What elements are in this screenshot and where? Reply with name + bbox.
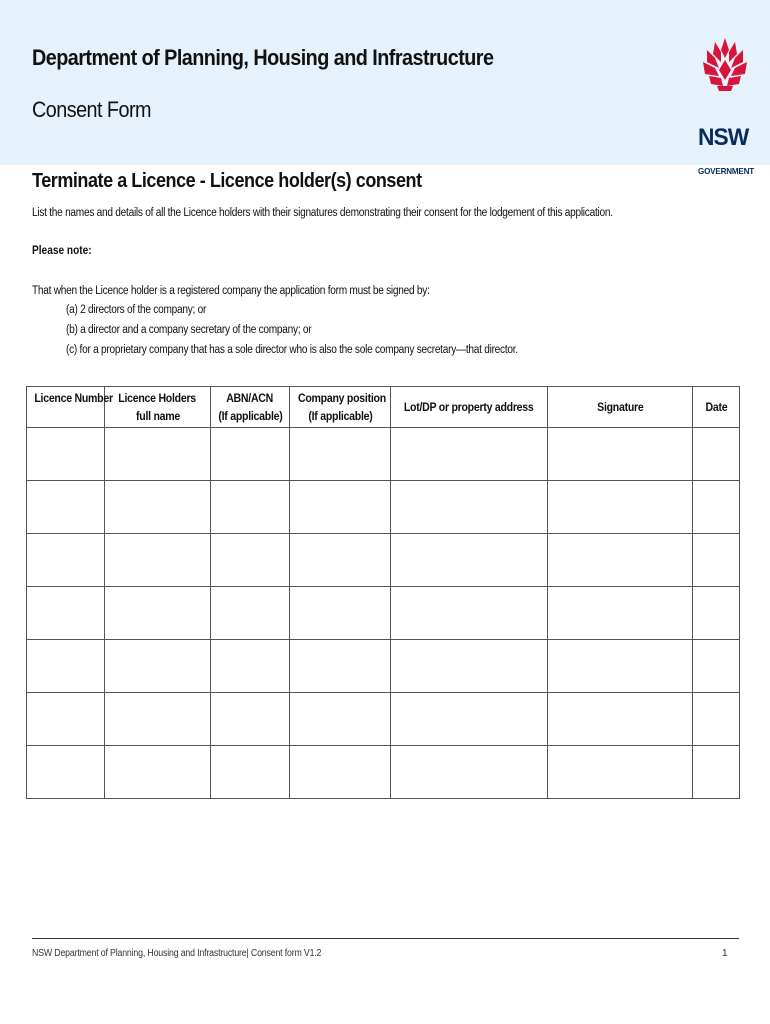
note-item-c: (c) for a proprietary company that has a sole director who is also the sole company secretary—that director. (66, 344, 518, 356)
property-address-field[interactable] (391, 640, 547, 692)
date-field[interactable] (693, 640, 739, 692)
section-heading: Terminate a Licence - Licence holder(s) consent (32, 170, 422, 192)
company-position-field[interactable] (290, 640, 390, 692)
cell-company-position[interactable] (290, 746, 391, 799)
cell-abn-acn[interactable] (211, 587, 290, 640)
signature-field[interactable] (548, 534, 692, 586)
date-field[interactable] (693, 693, 739, 745)
cell-property-address[interactable] (391, 534, 548, 587)
property-address-field[interactable] (391, 428, 547, 480)
cell-full-name[interactable] (105, 640, 211, 693)
licence-holders-table (26, 386, 740, 799)
cell-signature[interactable] (548, 428, 693, 481)
abn-acn-field[interactable] (211, 640, 289, 692)
signature-field[interactable] (548, 640, 692, 692)
cell-property-address[interactable] (391, 746, 548, 799)
cell-licence-number[interactable] (27, 481, 105, 534)
cell-licence-number[interactable] (27, 746, 105, 799)
header-signature: Signature (548, 387, 693, 428)
cell-full-name[interactable] (105, 428, 211, 481)
abn-acn-field[interactable] (211, 746, 289, 798)
please-note-label: Please note: (32, 245, 92, 257)
table-row (27, 640, 740, 693)
full-name-field[interactable] (105, 693, 210, 745)
table-header-row (27, 387, 740, 428)
table-row (27, 534, 740, 587)
cell-property-address[interactable] (391, 481, 548, 534)
header-property-address: Lot/DP or property address (391, 387, 548, 428)
waratah-icon (701, 36, 749, 92)
licence-number-field[interactable] (27, 481, 104, 533)
logo-subtext: GOVERNMENT (698, 166, 754, 176)
header-abn-acn: ABN/ACN (If applicable) (211, 387, 290, 428)
date-field[interactable] (693, 481, 739, 533)
cell-abn-acn[interactable] (211, 746, 290, 799)
cell-signature[interactable] (548, 746, 693, 799)
cell-licence-number[interactable] (27, 693, 105, 746)
company-position-field[interactable] (290, 481, 390, 533)
licence-number-field[interactable] (27, 428, 104, 480)
date-field[interactable] (693, 534, 739, 586)
cell-full-name[interactable] (105, 481, 211, 534)
cell-property-address[interactable] (391, 428, 548, 481)
table-row (27, 746, 740, 799)
cell-signature[interactable] (548, 640, 693, 693)
cell-signature[interactable] (548, 693, 693, 746)
company-position-field[interactable] (290, 534, 390, 586)
cell-company-position[interactable] (290, 640, 391, 693)
header-licence-number: Licence Number (27, 387, 105, 428)
abn-acn-field[interactable] (211, 534, 289, 586)
signature-field[interactable] (548, 693, 692, 745)
page-number: 1 (722, 948, 728, 959)
licence-number-field[interactable] (27, 587, 104, 639)
table-row (27, 481, 740, 534)
cell-date[interactable] (693, 534, 740, 587)
cell-company-position[interactable] (290, 481, 391, 534)
header-licence-holders: Licence Holders full name (105, 387, 211, 428)
full-name-field[interactable] (105, 746, 210, 798)
cell-date[interactable] (693, 481, 740, 534)
cell-full-name[interactable] (105, 587, 211, 640)
cell-property-address[interactable] (391, 693, 548, 746)
header-band (0, 0, 770, 176)
cell-full-name[interactable] (105, 693, 211, 746)
cell-licence-number[interactable] (27, 640, 105, 693)
company-position-field[interactable] (290, 587, 390, 639)
cell-abn-acn[interactable] (211, 481, 290, 534)
cell-company-position[interactable] (290, 587, 391, 640)
property-address-field[interactable] (391, 481, 547, 533)
cell-date[interactable] (693, 640, 740, 693)
cell-company-position[interactable] (290, 534, 391, 587)
department-title: Department of Planning, Housing and Infrastructure (32, 45, 494, 70)
licence-number-field[interactable] (27, 534, 104, 586)
header-company-position: Company position (If applicable) (290, 387, 391, 428)
cell-signature[interactable] (548, 481, 693, 534)
abn-acn-field[interactable] (211, 693, 289, 745)
cell-date[interactable] (693, 587, 740, 640)
footer-text: NSW Department of Planning, Housing and Infrastructure| Consent form V1.2 (32, 948, 322, 959)
full-name-field[interactable] (105, 587, 210, 639)
cell-signature[interactable] (548, 534, 693, 587)
cell-signature[interactable] (548, 587, 693, 640)
table-row (27, 587, 740, 640)
company-position-field[interactable] (290, 428, 390, 480)
abn-acn-field[interactable] (211, 481, 289, 533)
full-name-field[interactable] (105, 640, 210, 692)
cell-company-position[interactable] (290, 693, 391, 746)
abn-acn-field[interactable] (211, 428, 289, 480)
note-item-b: (b) a director and a company secretary of the company; or (66, 324, 312, 336)
date-field[interactable] (693, 428, 739, 480)
cell-full-name[interactable] (105, 534, 211, 587)
company-position-field[interactable] (290, 693, 390, 745)
cell-licence-number[interactable] (27, 534, 105, 587)
logo-wordmark: NSW (698, 124, 749, 151)
cell-date[interactable] (693, 428, 740, 481)
licence-number-field[interactable] (27, 640, 104, 692)
property-address-field[interactable] (391, 534, 547, 586)
footer-divider (32, 938, 739, 939)
signature-field[interactable] (548, 481, 692, 533)
note-item-a: (a) 2 directors of the company; or (66, 304, 207, 316)
date-field[interactable] (693, 587, 739, 639)
licence-number-field[interactable] (27, 693, 104, 745)
property-address-field[interactable] (391, 693, 547, 745)
cell-abn-acn[interactable] (211, 534, 290, 587)
full-name-field[interactable] (105, 428, 210, 480)
cell-full-name[interactable] (105, 746, 211, 799)
property-address-field[interactable] (391, 587, 547, 639)
header-date: Date (693, 387, 740, 428)
cell-licence-number[interactable] (27, 428, 105, 481)
property-address-field[interactable] (391, 746, 547, 798)
date-field[interactable] (693, 746, 739, 798)
full-name-field[interactable] (105, 534, 210, 586)
abn-acn-field[interactable] (211, 587, 289, 639)
cell-company-position[interactable] (290, 428, 391, 481)
licence-number-field[interactable] (27, 746, 104, 798)
company-position-field[interactable] (290, 746, 390, 798)
cell-abn-acn[interactable] (211, 693, 290, 746)
cell-property-address[interactable] (391, 640, 548, 693)
cell-abn-acn[interactable] (211, 428, 290, 481)
signature-field[interactable] (548, 746, 692, 798)
form-title: Consent Form (32, 97, 151, 122)
note-text: That when the Licence holder is a registered company the application form must be signed by: (32, 285, 430, 297)
cell-property-address[interactable] (391, 587, 548, 640)
nsw-government-logo (695, 36, 759, 176)
cell-abn-acn[interactable] (211, 640, 290, 693)
table-row (27, 428, 740, 481)
full-name-field[interactable] (105, 481, 210, 533)
cell-date[interactable] (693, 746, 740, 799)
cell-licence-number[interactable] (27, 587, 105, 640)
cell-date[interactable] (693, 693, 740, 746)
table-row (27, 693, 740, 746)
intro-text: List the names and details of all the Licence holders with their signatures demonstrating their consent for the lodgement of this application. (32, 207, 613, 219)
signature-field[interactable] (548, 587, 692, 639)
signature-field[interactable] (548, 428, 692, 480)
